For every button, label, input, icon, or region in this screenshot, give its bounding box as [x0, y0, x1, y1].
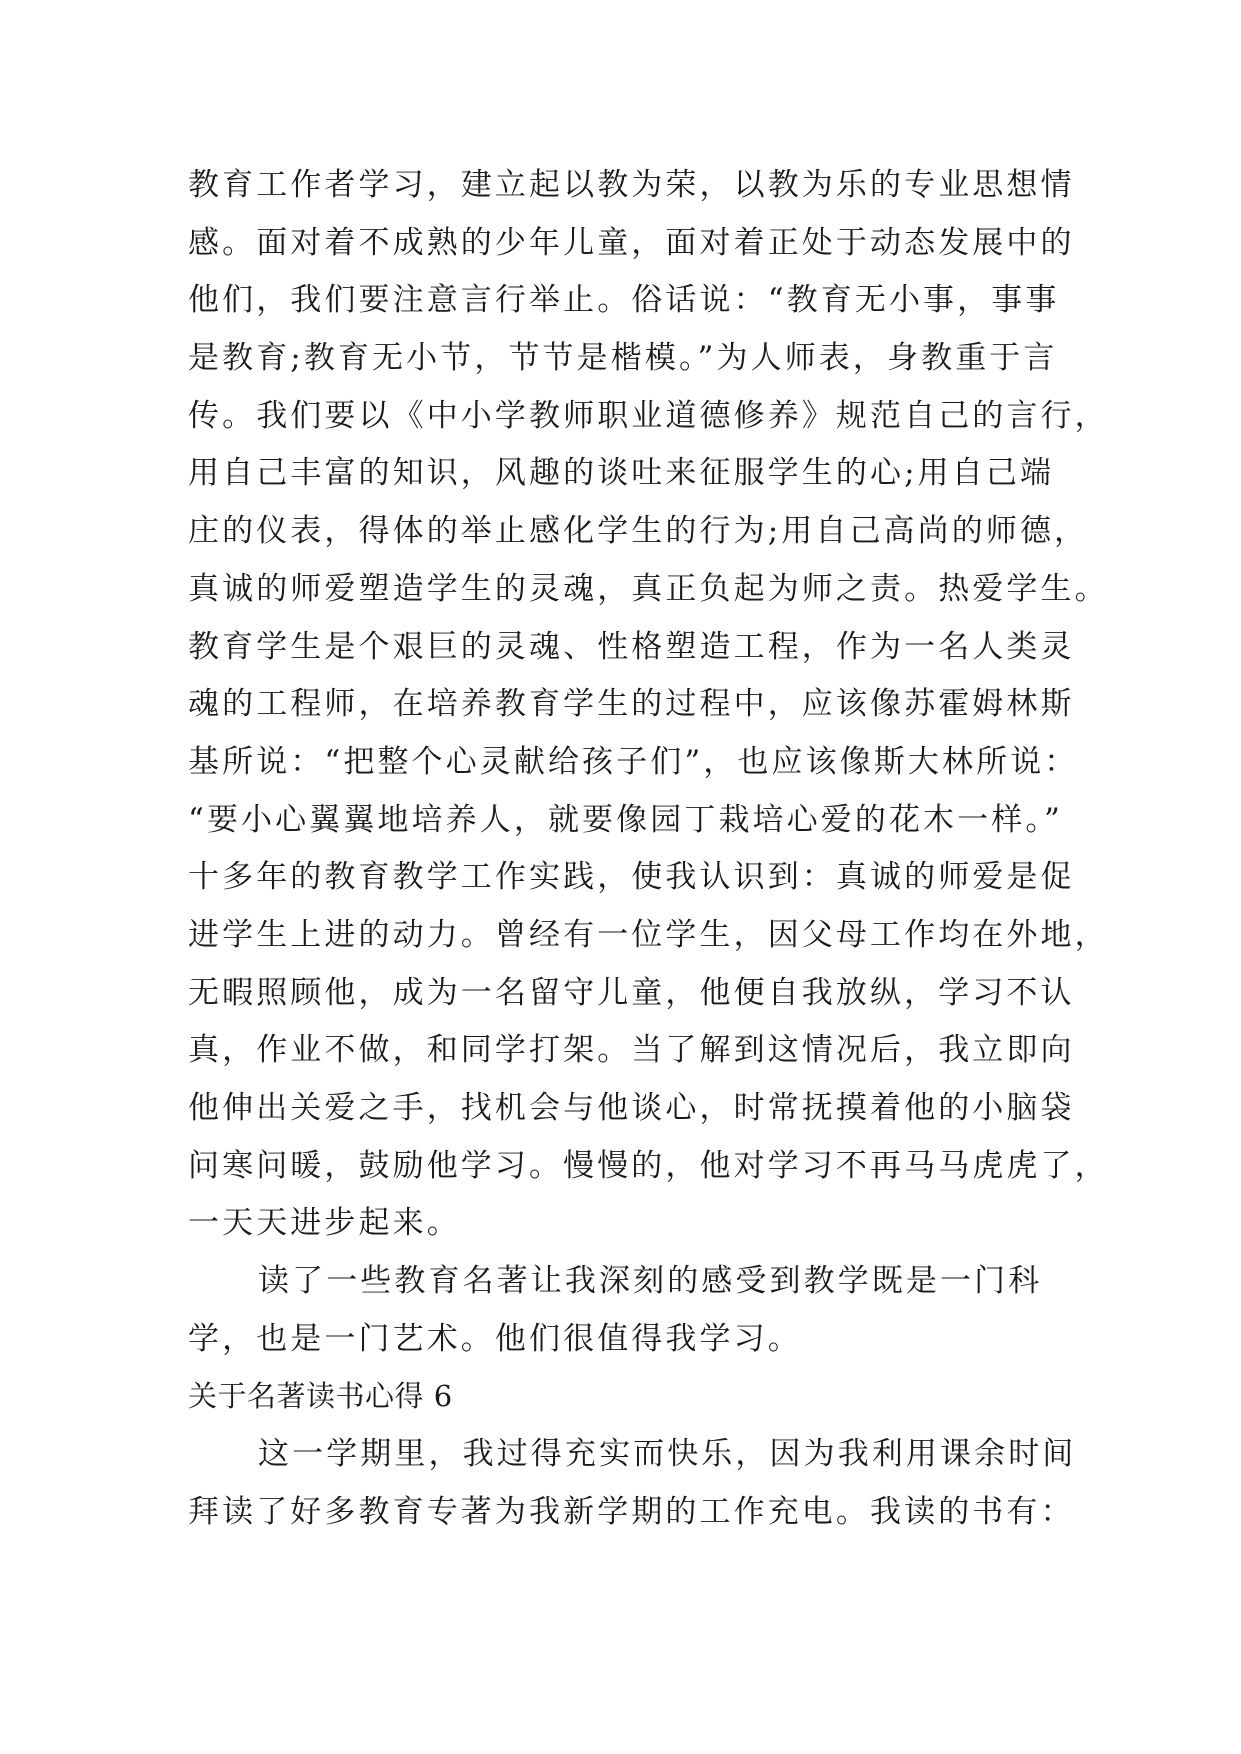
paragraph-1: [188, 157, 1109, 1253]
text-line: 魂的工程师，在培养教育学生的过程中，应该像苏霍姆林斯: [188, 686, 1075, 723]
document-body: [188, 157, 1109, 1542]
section-heading: 关于名著读书心得 6: [188, 1379, 453, 1414]
text-line: 真诚的师爱塑造学生的灵魂，真正负起为师之责。热爱学生。: [188, 570, 1109, 607]
text-line: 用自己丰富的知识，风趣的谈吐来征服学生的心;用自己端: [188, 455, 1055, 492]
text-line: 感。面对着不成熟的少年儿童，面对着正处于动态发展中的: [188, 224, 1075, 261]
text-line: 拜读了好多教育专著为我新学期的工作充电。我读的书有：: [188, 1493, 1075, 1530]
text-line: 一天天进步起来。: [188, 1205, 461, 1242]
text-line: 学，也是一门艺术。他们很值得我学习。: [188, 1320, 802, 1357]
text-line: 真，作业不做，和同学打架。当了解到这情况后，我立即向: [188, 1032, 1075, 1069]
text-line: 庄的仪表，得体的举止感化学生的行为;用自己高尚的师德，: [188, 513, 1089, 550]
text-line: 传。我们要以《中小学教师职业道德修养》规范自己的言行，: [188, 397, 1109, 434]
text-line: 这一学期里，我过得充实而快乐，因为我利用课余时间: [258, 1436, 1077, 1473]
text-line: 他们，我们要注意言行举止。俗话说：“教育无小事，事事: [188, 282, 1060, 319]
text-line: 教育工作者学习，建立起以教为荣，以教为乐的专业思想情: [188, 167, 1075, 203]
paragraph-3: [188, 1426, 1077, 1541]
text-line: 读了一些教育名著让我深刻的感受到教学既是一门科: [258, 1263, 1043, 1300]
text-line: “要小心翼翼地培养人，就要像园丁栽培心爱的花木一样。”: [188, 801, 1063, 838]
text-line: 无暇照顾他，成为一名留守儿童，他便自我放纵，学习不认: [188, 974, 1075, 1011]
text-line: 问寒问暖，鼓励他学习。慢慢的，他对学习不再马马虎虎了，: [188, 1147, 1109, 1184]
text-line: 基所说：“把整个心灵献给孩子们”，也应该像斯大林所说：: [188, 743, 1079, 780]
text-line: 他伸出关爱之手，找机会与他谈心，时常抚摸着他的小脑袋: [188, 1090, 1075, 1126]
text-line: 十多年的教育教学工作实践，使我认识到：真诚的师爱是促: [188, 859, 1075, 896]
text-line: 教育学生是个艰巨的灵魂、性格塑造工程，作为一名人类灵: [188, 628, 1075, 665]
text-line: 进学生上进的动力。曾经有一位学生，因父母工作均在外地，: [188, 916, 1109, 953]
paragraph-2: [188, 1253, 1054, 1368]
text-line: 是教育;教育无小节，节节是楷模。”为人师表，身教重于言: [188, 340, 1058, 377]
